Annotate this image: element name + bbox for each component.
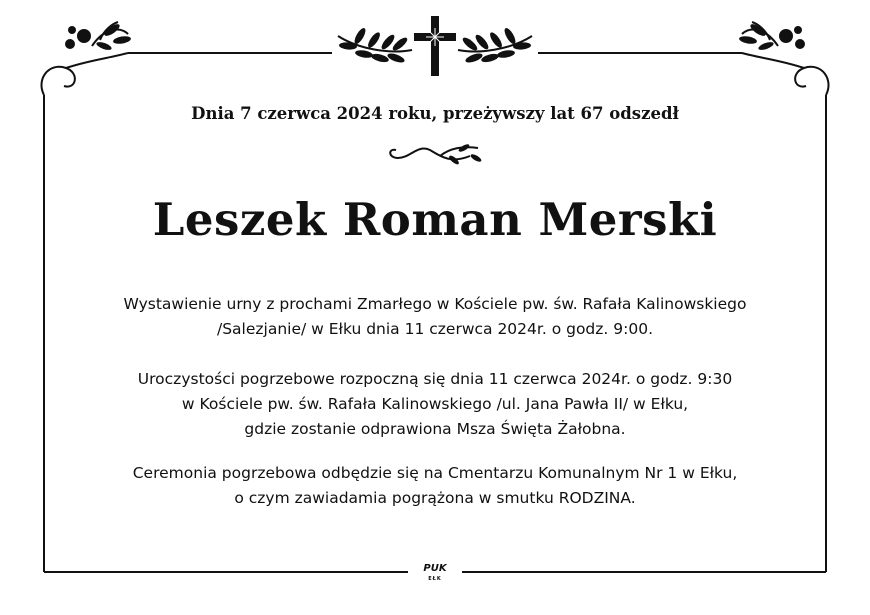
text-line: o czym zawiadamia pogrążona w smutku RODZINA. xyxy=(234,489,636,507)
text-line: w Kościele pw. św. Rafała Kalinowskiego /ul. Jana Pawła II/ w Ełku, xyxy=(181,395,689,413)
text-line: Uroczystości pogrzebowe rozpoczną się dnia 11 czerwca 2024r. o godz. 9:30 xyxy=(137,370,733,388)
publisher-logo: PUK xyxy=(423,563,447,574)
text-line: gdzie zostanie odprawiona Msza Święta Żałobna. xyxy=(244,420,626,438)
deceased-name: Leszek Roman Merski xyxy=(152,193,718,246)
text-line: Wystawienie urny z prochami Zmarłego w Kościele pw. św. Rafała Kalinowskiego xyxy=(123,295,747,313)
swirl-ornament-icon xyxy=(41,22,128,95)
burial-paragraph xyxy=(0,461,870,511)
funeral-ceremony-paragraph xyxy=(0,367,870,442)
publisher-logo-subtitle: EŁK xyxy=(428,576,442,582)
urn-viewing-paragraph xyxy=(0,292,870,342)
text-line: /Salezjanie/ w Ełku dnia 11 czerwca 2024r. o godz. 9:00. xyxy=(217,320,653,338)
text-line: Ceremonia pogrzebowa odbędzie się na Cmentarzu Komunalnym Nr 1 w Ełku, xyxy=(132,464,738,482)
swirl-ornament-icon xyxy=(742,22,829,95)
cross-icon xyxy=(414,16,456,76)
death-announcement-intro: Dnia 7 czerwca 2024 roku, przeżywszy lat 67 odszedł xyxy=(191,104,679,123)
